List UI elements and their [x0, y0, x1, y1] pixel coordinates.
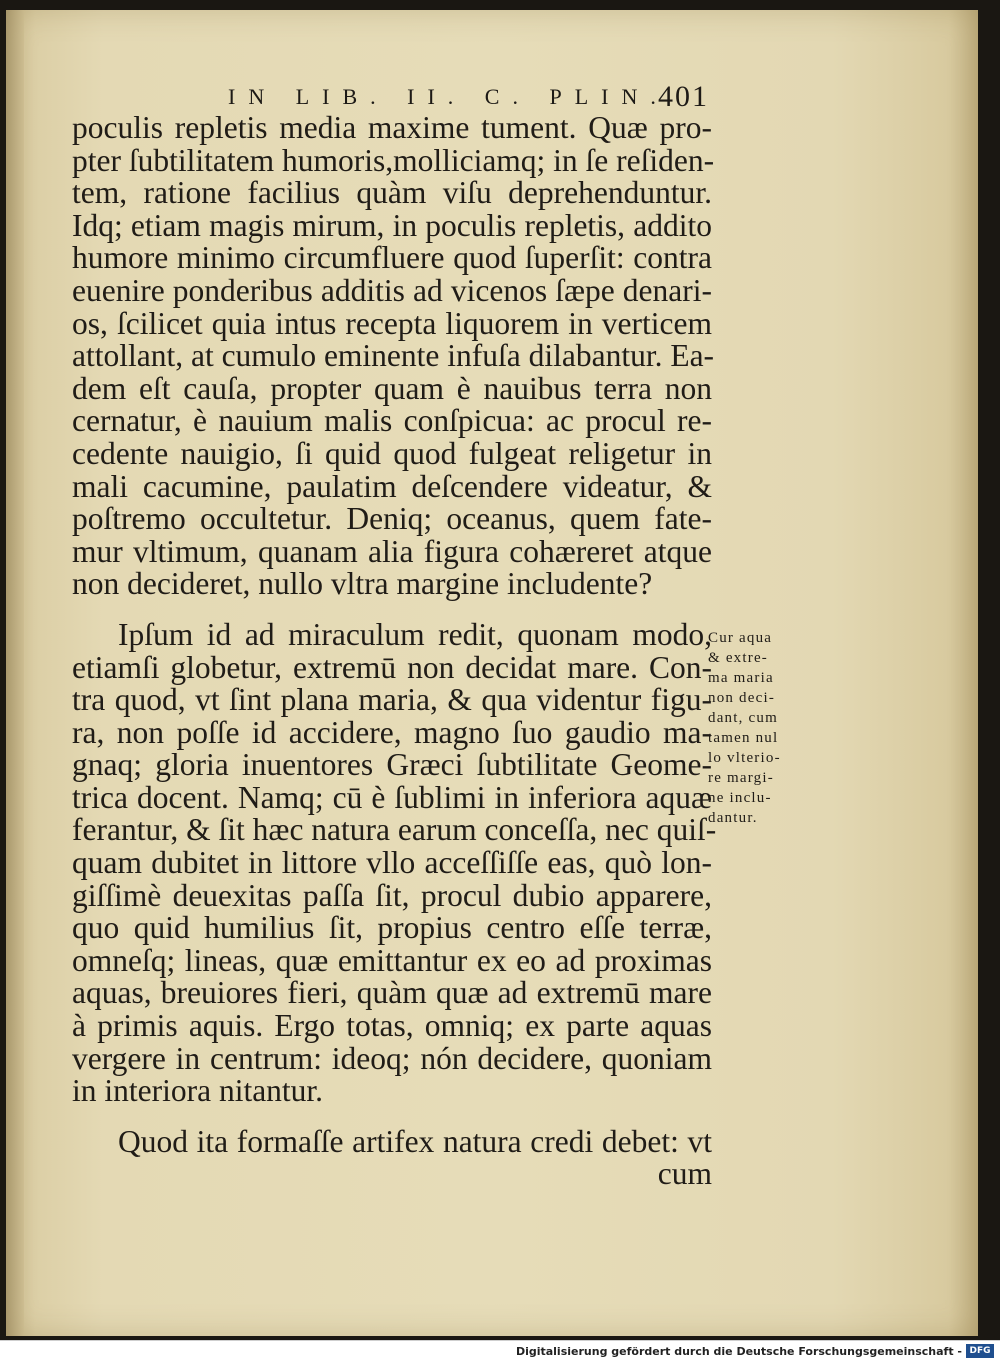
text-line: mur vltimum, quanam alia figura cohæreret atque	[72, 533, 712, 569]
text-line: Ipſum id ad miraculum redit, quonam modo,	[118, 616, 712, 652]
text-line: quo quid humilius ſit, propius centro eſſe terræ,	[72, 910, 712, 946]
marginal-line: lo vlterio-	[708, 750, 781, 766]
text-line: trica docent. Namq; cū è ſublimi in inferiora aquæ	[72, 779, 712, 815]
text-line: attollant, at cumulo eminente infuſa dilabantur. Ea-	[72, 338, 715, 374]
marginal-line: & extre-	[708, 650, 768, 666]
page-number: 401	[658, 80, 709, 113]
catchword: cum	[657, 1156, 712, 1192]
book-page	[6, 10, 978, 1336]
dfg-logo: DFG	[966, 1344, 994, 1358]
funding-credit: Digitalisierung gefördert durch die Deutsche Forschungsgemeinschaft -	[515, 1345, 962, 1358]
text-line: non decideret, nullo vltra margine includente?	[72, 566, 653, 602]
text-line: pter ſubtilitatem humoris,molliciamq; in ſe reſiden-	[72, 142, 715, 178]
marginal-line: Cur aqua	[708, 630, 773, 646]
text-line: à primis aquis. Ergo totas, omniq; ex parte aquas	[72, 1008, 712, 1044]
paragraph-2	[72, 616, 717, 1109]
marginal-line: non deci-	[708, 690, 776, 706]
marginal-line: ma maria	[708, 670, 774, 686]
text-line: cedente nauigio, ſi quid quod fulgeat religetur in	[72, 435, 712, 471]
text-line: gnaq; gloria inuentores Græci ſubtilitate Geome-	[72, 747, 712, 783]
text-line: mali cacumine, paulatim deſcendere videatur, &	[72, 468, 712, 504]
paragraph-3	[72, 1123, 712, 1192]
text-line: giſſimè deuexitas paſſa ſit, procul dubio apparere,	[72, 877, 712, 913]
text-line: ra, non poſſe id accidere, magno ſuo gaudio ma-	[72, 714, 712, 750]
marginal-note	[708, 628, 808, 828]
digitization-footer	[0, 1340, 1000, 1363]
text-line: aquas, breuiores fieri, quàm quæ ad extremū mare	[72, 975, 712, 1011]
text-line: Idq; etiam magis mirum, in poculis repletis, addito	[72, 207, 712, 243]
text-line: euenire ponderibus additis ad vicenos ſæpe denari-	[72, 272, 712, 308]
text-line: tra quod, vt ſint plana maria, & qua videntur figu-	[72, 682, 712, 718]
text-line: vergere in centrum: ideoq; nón decidere, quoniam	[72, 1040, 712, 1076]
text-line: ferantur, & ſit hæc natura earum conceſſa, nec quiſ-	[72, 812, 717, 848]
text-line: poſtremo occultetur. Deniq; oceanus, quem fate-	[72, 501, 712, 537]
running-head: IN LIB. II. C. PLIN.	[228, 84, 669, 109]
main-text	[72, 110, 717, 1192]
text-line: in interiora nitantur.	[72, 1073, 324, 1109]
text-line: tem, ratione facilius quàm viſu deprehenduntur.	[72, 175, 712, 211]
marginal-line: dant, cum	[708, 710, 778, 726]
marginal-line: tamen nul	[708, 730, 779, 746]
text-line: os, ſcilicet quia intus recepta liquorem in verticem	[72, 305, 712, 341]
paragraph-1	[72, 110, 715, 602]
marginal-line: ne inclu-	[708, 790, 772, 806]
text-line: cernatur, è nauium malis conſpicua: ac procul re-	[72, 403, 712, 439]
text-line: quam dubitet in littore vllo acceſſiſſe eas, quò lon-	[72, 845, 712, 881]
text-line: humore minimo circumfluere quod ſuperſit: contra	[72, 240, 712, 276]
text-line: omneſq; lineas, quæ emittantur ex eo ad proximas	[72, 942, 712, 978]
marginal-line: re margi-	[708, 770, 774, 786]
text-line: dem eſt cauſa, propter quam è nauibus terra non	[72, 370, 712, 406]
marginal-line: dantur.	[708, 810, 758, 826]
text-line: poculis repletis media maxime tument. Quæ pro-	[72, 110, 712, 145]
text-line: etiamſi globetur, extremū non decidat mare. Con-	[72, 649, 712, 685]
page-gutter-edge	[6, 10, 24, 1336]
text-line: Quod ita formaſſe artifex natura credi debet: vt	[118, 1123, 712, 1159]
